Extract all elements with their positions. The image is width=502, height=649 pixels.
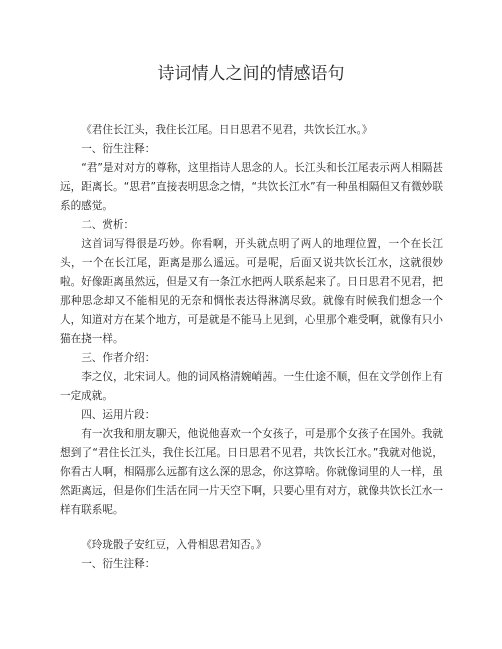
section-heading-notes: 一、衍生注释： bbox=[81, 143, 156, 155]
paragraph-gap bbox=[60, 520, 443, 536]
appreciation-paragraph: 这首词写得很是巧妙。你看啊，开头就点明了两人的地理位置，一个在长江头，一个在长江尾，距离是那么遥远。可是呢，后面又说共饮长江水，这就很妙啦。好像距离虽然远，但是又有一条江水把两人联系起来了。日日思君不见君，把那种思念却又不能相见的无奈和惆怅表达得淋漓尽致。就像有时候我们想念一个人，知道对方在某个地方，可是就是不能马上见到，心里那个难受啊，就像有只小猫在挠一样。 bbox=[60, 238, 443, 345]
document-title: 诗词情人之间的情感语句 bbox=[157, 64, 345, 84]
usage-paragraph: 有一次我和朋友聊天，他说他喜欢一个女孩子，可是那个女孩子在国外。我就想到了“君住长江头，我住长江尾。日日思君不见君，共饮长江水。”我就对他说，你看古人啊，相隔那么远都有这么深的思念，你这算啥。你就像词里的人一样，虽然距离远，但是你们生活在同一片天空下啊，只要心里有对方，就像共饮长江水一样有联系呢。 bbox=[60, 428, 443, 516]
section-heading-author: 三、作者介绍： bbox=[81, 352, 156, 364]
section-heading-appreciation: 二、赏析： bbox=[81, 219, 135, 231]
poem-heading-1: 《君住长江头，我住长江尾。日日思君不见君，共饮长江水。》 bbox=[81, 124, 373, 136]
document-body bbox=[60, 121, 443, 574]
poem-heading-2: 《玲珑骰子安红豆，入骨相思君知否。》 bbox=[81, 539, 267, 551]
section-heading-notes-2: 一、衍生注释： bbox=[81, 558, 156, 570]
author-paragraph: 李之仪，北宋词人。他的词风格清婉峭茜。一生仕途不顺，但在文学创作上有一定成就。 bbox=[60, 371, 443, 402]
section-heading-usage: 四、运用片段： bbox=[81, 409, 156, 421]
notes-paragraph: “君”是对对方的尊称，这里指诗人思念的人。长江头和长江尾表示两人相隔甚远，距离长。“思君”直接表明思念之情，“共饮长江水”有一种虽相隔但又有微妙联系的感觉。 bbox=[60, 162, 443, 212]
